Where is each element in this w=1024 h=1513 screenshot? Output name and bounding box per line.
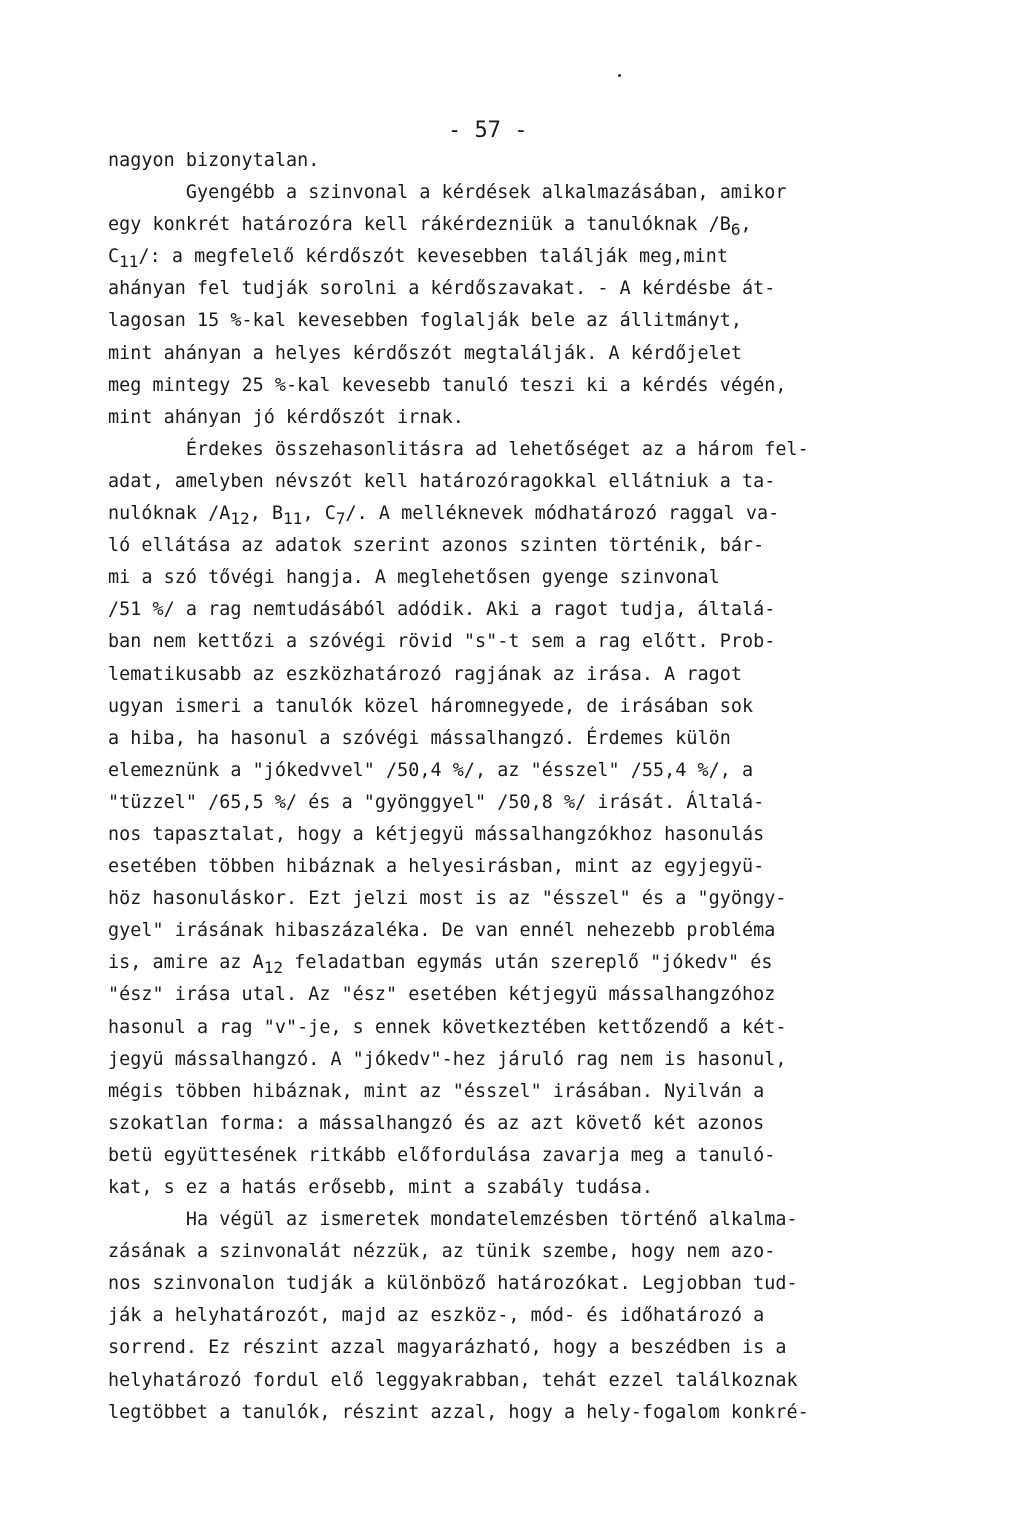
text-line: adat, amelyben névszót kell határozóragokkal ellátniuk a ta- <box>108 470 776 492</box>
text-line: ják a helyhatározót, majd az eszköz-, mód- és időhatározó a <box>108 1305 765 1327</box>
text-line: mégis többen hibáznak, mint az "ésszel" irásában. Nyilván a <box>108 1080 765 1102</box>
text-line: hasonul a rag "v"-je, s ennek következtében kettőzendő a két- <box>108 1016 787 1038</box>
text-line: ahányan fel tudják sorolni a kérdőszavakat. - A kérdésbe át- <box>108 278 776 300</box>
text-line: /51 %/ a rag nemtudásából adódik. Aki a ragot tudja, általá- <box>108 599 776 621</box>
text-line: szokatlan forma: a mássalhangzó és az azt követő két azonos <box>108 1112 765 1134</box>
text-line: gyel" irásának hibaszázaléka. De van ennél nehezebb probléma <box>108 920 776 942</box>
text-line: meg mintegy 25 %-kal kevesebb tanuló teszi ki a kérdés végén, <box>108 374 787 396</box>
text-line: ló ellátása az adatok szerint azonos szinten történik, bár- <box>108 535 765 557</box>
text-line: legtöbbet a tanulók, részint azzal, hogy a hely-fogalom konkré- <box>108 1401 809 1423</box>
text-line: nos tapasztalat, hogy a kétjegyü mássalhangzókhoz hasonulás <box>108 823 765 845</box>
text-line: Ha végül az ismeretek mondatelemzésben történő alkalma- <box>108 1209 798 1231</box>
text-line: a hiba, ha hasonul a szóvégi mássalhangzó. Érdemes külön <box>108 727 731 749</box>
text-line: jegyü mássalhangzó. A "jókedv"-hez járuló rag nem is hasonul, <box>108 1048 787 1070</box>
text-line: C11/: a megfelelő kérdőszót kevesebben találják meg,mint <box>108 246 728 272</box>
page-number: - 57 - <box>448 118 528 143</box>
text-line: Érdekes összehasonlitásra ad lehetőséget az a három fel- <box>108 438 809 460</box>
text-line: "ész" irása utal. Az "ész" esetében kétjegyü mássalhangzóhoz <box>108 984 776 1006</box>
text-line: lematikusabb az eszközhatározó ragjának az irása. A ragot <box>108 663 742 685</box>
text-line: esetében többen hibáznak a helyesirásban, mint az egyjegyü- <box>108 856 765 878</box>
text-line: is, amire az A12 feladatban egymás után szereplő "jókedv" és <box>108 952 773 978</box>
text-line: egy konkrét határozóra kell rákérdezniük a tanulóknak /B6, <box>108 214 752 240</box>
text-line: mint ahányan jó kérdőszót irnak. <box>108 406 464 428</box>
text-line: ugyan ismeri a tanulók közel háromnegyede, de irásában sok <box>108 695 754 717</box>
text-line: zásának a szinvonalát nézzük, az tünik szembe, hogy nem azo- <box>108 1241 776 1263</box>
text-line: Gyengébb a szinvonal a kérdések alkalmazásában, amikor <box>108 182 787 204</box>
text-line: höz hasonuláskor. Ezt jelzi most is az "ésszel" és a "gyöngy- <box>108 888 787 910</box>
text-line: "tüzzel" /65,5 %/ és a "gyönggyel" /50,8 %/ irását. Általá- <box>108 791 765 813</box>
text-line: mint ahányan a helyes kérdőszót megtalálják. A kérdőjelet <box>108 342 742 364</box>
text-line: kat, s ez a hatás erősebb, mint a szabály tudása. <box>108 1177 653 1198</box>
text-line: nos szinvonalon tudják a különböző határozókat. Legjobban tud- <box>108 1273 798 1295</box>
text-line: sorrend. Ez részint azzal magyarázható, hogy a beszédben is a <box>108 1337 787 1359</box>
text-line: mi a szó tővégi hangja. A meglehetősen gyenge szinvonal <box>108 567 720 589</box>
body-text <box>108 145 908 1429</box>
text-line: lagosan 15 %-kal kevesebben foglalják bele az állitmányt, <box>108 310 742 332</box>
text-line: helyhatározó fordul elő leggyakrabban, tehát ezzel találkoznak <box>108 1369 798 1391</box>
text-line: elemeznünk a "jókedvvel" /50,4 %/, az "ésszel" /55,4 %/, a <box>108 759 754 781</box>
text-line: nulóknak /A12, B11, C7/. A melléknevek módhatározó raggal va- <box>108 503 780 529</box>
text-line: betü együttesének ritkább előfordulása zavarja meg a tanuló- <box>108 1144 776 1166</box>
text-line: nagyon bizonytalan. <box>108 150 320 171</box>
text-line: ban nem kettőzi a szóvégi rövid "s"-t sem a rag előtt. Prob- <box>108 631 776 653</box>
scan-speck <box>618 74 621 77</box>
